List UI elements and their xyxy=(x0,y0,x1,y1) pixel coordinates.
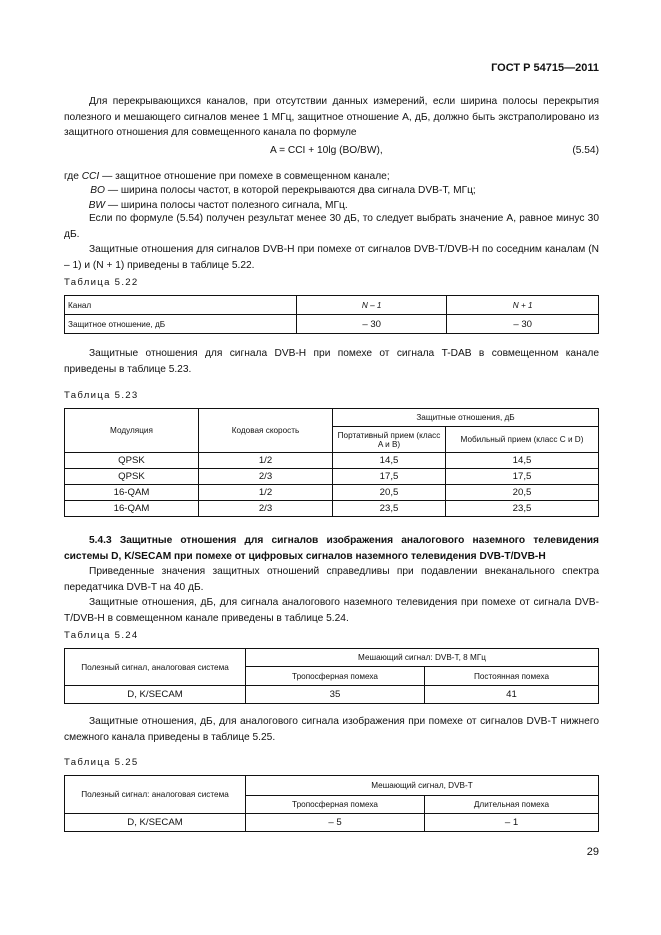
table-cell: 35 xyxy=(246,686,425,704)
paragraph-minus-30: Если по формуле (5.54) получен результат менее 30 дБ, то следует выбрать значение A, равное минус 30 дБ. xyxy=(64,213,599,240)
table-cell: 41 xyxy=(425,686,599,704)
table-cell: Портативный прием (класс A и B) xyxy=(333,427,446,453)
table-cell: – 30 xyxy=(297,315,447,334)
table-cell: Полезный сигнал: аналоговая система xyxy=(65,776,246,814)
table-cell: Кодовая скорость xyxy=(199,409,333,453)
table-cell: Полезный сигнал, аналоговая система xyxy=(65,649,246,686)
table-cell: Тропосферная помеха xyxy=(246,796,425,814)
table-cell: – 5 xyxy=(246,814,425,832)
table-cell: Защитные отношения, дБ xyxy=(333,409,599,427)
definition-cci: где CCI — защитное отношение при помехе в совмещенном канале; xyxy=(64,171,390,182)
paragraph-analog-adjacent: Защитные отношения, дБ, для аналогового сигнала изображения при помехе от сигналов DVB-T нижнего смежного канала приведены в таблице 5.25. xyxy=(64,716,599,743)
table-cell: 17,5 xyxy=(446,469,599,485)
table-cell: 14,5 xyxy=(446,453,599,469)
table-cell: 1/2 xyxy=(199,453,333,469)
table-cell: 23,5 xyxy=(333,501,446,517)
formula-definitions xyxy=(64,170,476,213)
table-5-24 xyxy=(64,648,599,704)
table-cell: D, K/SECAM xyxy=(65,814,246,832)
table-5-23-caption: Таблица 5.23 xyxy=(64,390,139,401)
table-cell: Защитное отношение, дБ xyxy=(65,315,297,334)
table-cell: 14,5 xyxy=(333,453,446,469)
table-cell: 20,5 xyxy=(333,485,446,501)
page-number: 29 xyxy=(586,846,599,858)
table-cell: 2/3 xyxy=(199,501,333,517)
table-cell: N – 1 xyxy=(297,296,447,315)
table-5-22 xyxy=(64,295,599,334)
paragraph-analog-cochannel: Защитные отношения, дБ, для сигнала аналогового наземного телевидения при помехе от сигнала DVB-T/DVB-H в совмещенном канале приведены в таблице 5.24. xyxy=(64,597,599,624)
table-5-23 xyxy=(64,408,599,517)
table-cell: Мобильный прием (класс C и D) xyxy=(446,427,599,453)
table-cell: 16-QAM xyxy=(65,501,199,517)
table-cell: Тропосферная помеха xyxy=(246,667,425,686)
table-cell: Мешающий сигнал, DVB-T xyxy=(246,776,599,796)
table-5-25 xyxy=(64,775,599,832)
formula-expression: A = CCI + 10lg (BO/BW), xyxy=(270,145,383,156)
table-cell: Постоянная помеха xyxy=(425,667,599,686)
table-cell: – 30 xyxy=(447,315,599,334)
paragraph-overlap: Для перекрывающихся каналов, при отсутствии данных измерений, если ширина полосы перекрытия полезного и мешающего сигналов менее 1 МГц, защитное отношение A, дБ, должно быть экстраполировано из защитного отношения для совмещенного канала по формуле xyxy=(64,96,599,139)
paragraph-tdab: Защитные отношения для сигнала DVB-H при помехе от сигнала T-DAB в совмещенном канале приведены в таблице 5.23. xyxy=(64,348,599,375)
table-5-25-caption: Таблица 5.25 xyxy=(64,757,139,768)
paragraph-suppression: Приведенные значения защитных отношений справедливы при подавлении внеканального спектра передатчика DVB-T на 40 дБ. xyxy=(64,566,599,593)
formula-5-54 xyxy=(64,145,599,161)
table-cell: 2/3 xyxy=(199,469,333,485)
table-cell: QPSK xyxy=(65,469,199,485)
document-id: ГОСТ Р 54715—2011 xyxy=(491,62,599,74)
table-cell: QPSK xyxy=(65,453,199,469)
table-cell: 20,5 xyxy=(446,485,599,501)
table-cell: – 1 xyxy=(425,814,599,832)
table-cell: 16-QAM xyxy=(65,485,199,501)
table-cell: Мешающий сигнал: DVB-T, 8 МГц xyxy=(246,649,599,667)
table-cell: 23,5 xyxy=(446,501,599,517)
table-cell: Длительная помеха xyxy=(425,796,599,814)
table-cell: 1/2 xyxy=(199,485,333,501)
section-heading-5-4-3: 5.4.3 Защитные отношения для сигналов изображения аналогового наземного телевидения системы D, K/SECAM при помехе от цифровых сигналов наземного телевидения DVB-T/DVB-H xyxy=(64,535,599,562)
definition-bw: BW — ширина полосы частот полезного сигнала, МГц. xyxy=(88,199,348,211)
table-5-24-caption: Таблица 5.24 xyxy=(64,630,139,641)
definition-bo: BO — ширина полосы частот, в которой перекрываются два сигнала DVB-T, МГц; xyxy=(90,185,476,197)
table-cell: Канал xyxy=(65,296,297,315)
table-cell: Модуляция xyxy=(65,409,199,453)
table-cell: 17,5 xyxy=(333,469,446,485)
table-cell: D, K/SECAM xyxy=(65,686,246,704)
table-cell: N + 1 xyxy=(447,296,599,315)
table-5-22-caption: Таблица 5.22 xyxy=(64,277,139,288)
paragraph-dvbh-adjacent: Защитные отношения для сигналов DVB-H при помехе от сигналов DVB-T/DVB-H по соседним каналам (N – 1) и (N + 1) приведены в таблице 5.22. xyxy=(64,244,599,271)
formula-number: (5.54) xyxy=(572,145,599,156)
